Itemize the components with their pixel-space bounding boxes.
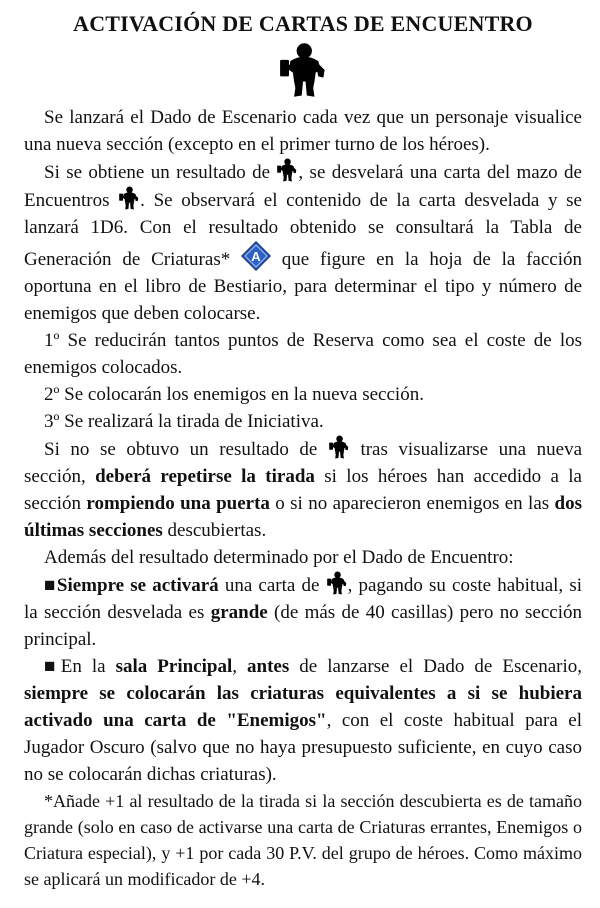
bold-text: rompiendo una puerta [86, 493, 270, 514]
text-span: , se desvelará una carta del mazo de Encuentros [24, 162, 582, 211]
text-span: una carta de [218, 575, 326, 596]
footnote: *Añade +1 al resultado de la tirada si la sección descubierta es de tamaño grande (solo en caso de activarse una carta de Criaturas errantes, Enemigos o Criatura especial), y +1 por cada 30 P.V. del grupo de héroes. Como máximo se aplicará un modificador de +4. [24, 791, 582, 889]
orc-warrior-icon [118, 186, 140, 210]
text-span: Si no se obtuvo un resultado de [44, 439, 328, 460]
bold-text: deberá repetirse la tirada [95, 466, 315, 487]
text-span: , con el coste habitual para el Jugador Oscuro (salvo que no haya presupuesto suficiente, en cuyo caso no se colocarán dichas criaturas). [24, 710, 583, 785]
paragraph-additional: Además del resultado determinado por el Dado de Encuentro: [44, 547, 514, 568]
bullet-square: ■ [44, 575, 57, 596]
paragraph-no-result [24, 435, 582, 544]
text-span: si los héroes han accedido a la sección [24, 466, 582, 514]
badge-letter: A [251, 249, 261, 264]
bold-text: antes [247, 656, 290, 677]
orc-warrior-icon [277, 42, 329, 98]
page-title: ACTIVACIÓN DE CARTAS DE ENCUENTRO [73, 11, 533, 36]
orc-warrior-icon [326, 571, 348, 595]
bold-text: sala Principal [115, 656, 233, 677]
blue-diamond-a-icon [241, 241, 271, 271]
text-span: En la [60, 656, 116, 677]
text-span: Si se obtiene un resultado de [44, 162, 277, 183]
text-span: (de más de 40 casillas) pero no sección principal. [24, 602, 582, 650]
bullet-square: ■ [44, 656, 61, 677]
text-span: tras visualizarse una nueva sección, [24, 439, 583, 487]
bold-text: siempre se colocarán las criaturas equivalentes a si se hubiera activado una carta de "Enemigos" [24, 683, 582, 731]
orc-warrior-icon [276, 158, 298, 182]
bold-text: Siempre se activará [56, 575, 219, 596]
step-1: 1º Se reducirán tantos puntos de Reserva como sea el coste de los enemigos colocados. [24, 330, 582, 378]
text-span: , pagando su coste habitual, si la sección desvelada es [24, 575, 582, 623]
text-span: , [232, 656, 248, 677]
text-span: o si no aparecieron enemigos en las [269, 493, 555, 514]
bullet-main-room [24, 653, 582, 788]
text-span: descubiertas. [162, 520, 267, 541]
text-span: que figure en la hoja de la facción oportuna en el libro de Bestiario, para determinar el tipo y número de enemigos que deben colocarse. [24, 249, 582, 324]
paragraph-intro: Se lanzará el Dado de Escenario cada vez que un personaje visualice una nueva sección (excepto en el primer turno de los héroes). [24, 107, 582, 155]
step-3: 3º Se realizará la tirada de Iniciativa. [44, 411, 324, 432]
paragraph-result [24, 158, 582, 327]
bold-text: grande [210, 602, 268, 623]
bullet-large-section [24, 571, 582, 653]
bold-text: dos últimas secciones [24, 493, 582, 541]
text-span: de lanzarse el Dado de Escenario, [289, 656, 582, 677]
step-2: 2º Se colocarán los enemigos en la nueva sección. [44, 384, 424, 405]
text-span: . Se observará el contenido de la carta desvelada y se lanzará 1D6. Con el resultado obtenido se consultará la Tabla de Generación de Criaturas* [24, 190, 582, 270]
orc-warrior-icon [328, 435, 350, 459]
